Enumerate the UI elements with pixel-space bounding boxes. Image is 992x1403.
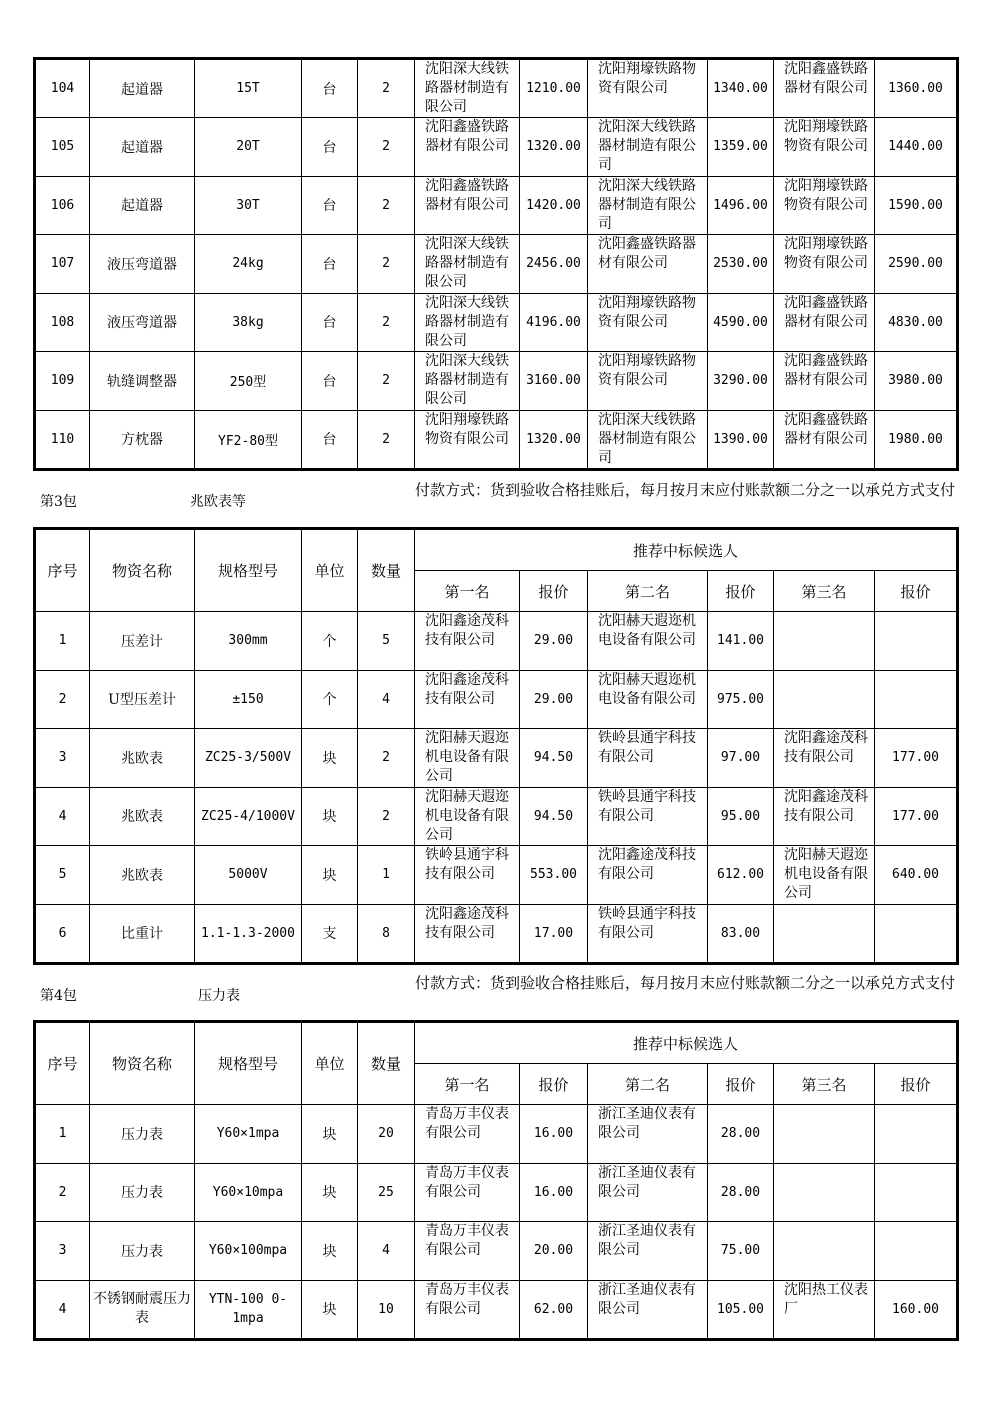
cell-unit: 台 <box>302 235 358 294</box>
cell-spec: ±150 <box>195 670 302 729</box>
cell-item-name: 兆欧表 <box>90 729 195 788</box>
cell-third-company <box>774 176 875 235</box>
table-row <box>35 118 958 177</box>
cell-first-price: 1420.00 <box>520 176 588 235</box>
cell-first-price: 29.00 <box>520 612 588 671</box>
cell-first-company-text: 沈阳鑫盛铁路器材有限公司 <box>425 119 509 155</box>
cell-first-company <box>415 904 520 963</box>
cell-third-company <box>774 235 875 294</box>
cell-third-price: 160.00 <box>875 1280 958 1339</box>
header-unit: 单位 <box>302 1022 358 1105</box>
cell-second-company <box>588 118 708 177</box>
cell-first-price: 3160.00 <box>520 352 588 411</box>
cell-second-company <box>588 729 708 788</box>
cell-second-price: 1390.00 <box>708 410 774 469</box>
cell-second-company <box>588 904 708 963</box>
cell-qty: 4 <box>358 670 415 729</box>
cell-third-company <box>774 787 875 846</box>
cell-first-company <box>415 787 520 846</box>
cell-second-company-text: 沈阳深大线铁路器材制造有限公司 <box>598 411 696 466</box>
table-row <box>35 1222 958 1281</box>
cell-second-company <box>588 235 708 294</box>
cell-spec: 24kg <box>195 235 302 294</box>
items-table-continued <box>33 57 959 471</box>
cell-first-company <box>415 1222 520 1281</box>
cell-third-price: 177.00 <box>875 787 958 846</box>
cell-unit: 台 <box>302 352 358 411</box>
cell-unit: 块 <box>302 1280 358 1339</box>
cell-first-price: 16.00 <box>520 1163 588 1222</box>
cell-third-company <box>774 846 875 905</box>
cell-spec: 5000V <box>195 846 302 905</box>
cell-item-name: 压差计 <box>90 612 195 671</box>
header-qty: 数量 <box>358 1022 415 1105</box>
cell-spec: Y60×100mpa <box>195 1222 302 1281</box>
cell-second-price: 1340.00 <box>708 59 774 118</box>
cell-seq: 5 <box>35 846 90 905</box>
cell-spec: ZC25-3/500V <box>195 729 302 788</box>
cell-second-price: 97.00 <box>708 729 774 788</box>
cell-second-company <box>588 176 708 235</box>
cell-third-price: 2590.00 <box>875 235 958 294</box>
cell-spec: 300mm <box>195 612 302 671</box>
cell-third-company <box>774 59 875 118</box>
cell-qty: 2 <box>358 235 415 294</box>
cell-first-price: 17.00 <box>520 904 588 963</box>
cell-third-company-text: 沈阳鑫途茂科技有限公司 <box>784 788 868 824</box>
cell-seq: 107 <box>35 235 90 294</box>
header-second: 第二名 <box>588 1064 708 1105</box>
cell-second-price: 975.00 <box>708 670 774 729</box>
cell-unit: 块 <box>302 729 358 788</box>
header-spec: 规格型号 <box>195 1022 302 1105</box>
cell-seq: 1 <box>35 612 90 671</box>
cell-seq: 4 <box>35 1280 90 1339</box>
cell-second-company <box>588 1280 708 1339</box>
header-price: 报价 <box>708 571 774 612</box>
cell-third-company <box>774 612 875 671</box>
cell-first-price: 62.00 <box>520 1280 588 1339</box>
cell-item-name: 起道器 <box>90 59 195 118</box>
cell-qty: 10 <box>358 1280 415 1339</box>
cell-second-company-text: 铁岭县通宇科技有限公司 <box>598 905 696 941</box>
cell-unit: 台 <box>302 59 358 118</box>
cell-third-company-text: 沈阳翔壕铁路物资有限公司 <box>784 236 868 272</box>
cell-third-price <box>875 612 958 671</box>
cell-third-price: 1980.00 <box>875 410 958 469</box>
cell-second-price: 28.00 <box>708 1105 774 1164</box>
header-price: 报价 <box>520 1064 588 1105</box>
header-price: 报价 <box>875 571 958 612</box>
cell-qty: 2 <box>358 729 415 788</box>
cell-second-company-text: 铁岭县通宇科技有限公司 <box>598 788 696 824</box>
cell-second-company <box>588 670 708 729</box>
cell-seq: 110 <box>35 410 90 469</box>
cell-seq: 106 <box>35 176 90 235</box>
cell-second-company <box>588 1222 708 1281</box>
cell-second-company <box>588 59 708 118</box>
table-row <box>35 904 958 963</box>
cell-qty: 2 <box>358 293 415 352</box>
cell-first-company <box>415 1105 520 1164</box>
cell-second-company <box>588 846 708 905</box>
cell-first-company <box>415 235 520 294</box>
cell-item-name: 起道器 <box>90 176 195 235</box>
cell-qty: 25 <box>358 1163 415 1222</box>
table-row <box>35 59 958 118</box>
cell-first-company-text: 沈阳深大线铁路器材制造有限公司 <box>425 236 509 291</box>
cell-second-price: 1359.00 <box>708 118 774 177</box>
cell-third-company-text: 沈阳翔壕铁路物资有限公司 <box>784 177 868 213</box>
cell-third-price: 1440.00 <box>875 118 958 177</box>
cell-third-company <box>774 904 875 963</box>
cell-first-price: 29.00 <box>520 670 588 729</box>
cell-seq: 1 <box>35 1105 90 1164</box>
cell-second-company-text: 浙江圣迪仪表有限公司 <box>598 1164 696 1200</box>
table-row <box>35 410 958 469</box>
cell-third-company <box>774 1280 875 1339</box>
cell-spec: 15T <box>195 59 302 118</box>
cell-unit: 块 <box>302 787 358 846</box>
cell-first-company-text: 沈阳深大线铁路器材制造有限公司 <box>425 353 509 408</box>
cell-third-price <box>875 670 958 729</box>
cell-second-company-text: 浙江圣迪仪表有限公司 <box>598 1223 696 1259</box>
cell-third-company <box>774 352 875 411</box>
header-spec: 规格型号 <box>195 529 302 612</box>
cell-third-company <box>774 729 875 788</box>
cell-seq: 105 <box>35 118 90 177</box>
header-qty: 数量 <box>358 529 415 612</box>
cell-seq: 3 <box>35 1222 90 1281</box>
cell-third-company <box>774 118 875 177</box>
cell-first-company-text: 沈阳赫天遐迩机电设备有限公司 <box>425 730 509 785</box>
table-row <box>35 235 958 294</box>
cell-first-company <box>415 176 520 235</box>
cell-first-company <box>415 612 520 671</box>
package-4-table <box>33 1020 959 1341</box>
cell-seq: 6 <box>35 904 90 963</box>
package-3-title: 兆欧表等 <box>190 494 246 510</box>
header-second: 第二名 <box>588 571 708 612</box>
cell-spec: 250型 <box>195 352 302 411</box>
cell-qty: 8 <box>358 904 415 963</box>
cell-first-company-text: 沈阳赫天遐迩机电设备有限公司 <box>425 788 509 843</box>
header-seq: 序号 <box>35 1022 90 1105</box>
cell-item-name: 兆欧表 <box>90 846 195 905</box>
header-third: 第三名 <box>774 571 875 612</box>
cell-second-company <box>588 612 708 671</box>
cell-first-company-text: 沈阳深大线铁路器材制造有限公司 <box>425 294 509 349</box>
cell-second-company <box>588 787 708 846</box>
table-row <box>35 176 958 235</box>
cell-third-company <box>774 1105 875 1164</box>
cell-qty: 20 <box>358 1105 415 1164</box>
package-3-table <box>33 527 959 965</box>
cell-first-price: 94.50 <box>520 729 588 788</box>
cell-spec: YTN-100 0-1mpa <box>195 1280 302 1339</box>
cell-second-price: 75.00 <box>708 1222 774 1281</box>
cell-spec: Y60×1mpa <box>195 1105 302 1164</box>
cell-unit: 个 <box>302 670 358 729</box>
cell-first-company-text: 铁岭县通宇科技有限公司 <box>425 847 509 883</box>
cell-unit: 块 <box>302 1163 358 1222</box>
cell-item-name: 压力表 <box>90 1105 195 1164</box>
cell-third-company-text: 沈阳翔壕铁路物资有限公司 <box>784 119 868 155</box>
cell-spec: Y60×10mpa <box>195 1163 302 1222</box>
cell-third-company-text: 沈阳鑫盛铁路器材有限公司 <box>784 61 868 96</box>
cell-first-company-text: 沈阳深大线铁路器材制造有限公司 <box>425 61 509 115</box>
cell-spec: YF2-80型 <box>195 410 302 469</box>
cell-first-company-text: 青岛万丰仪表有限公司 <box>425 1223 509 1259</box>
header-price: 报价 <box>520 571 588 612</box>
cell-second-price: 28.00 <box>708 1163 774 1222</box>
cell-second-company-text: 铁岭县通宇科技有限公司 <box>598 730 696 766</box>
cell-second-company-text: 沈阳赫天遐迩机电设备有限公司 <box>598 671 696 707</box>
package-4-title: 压力表 <box>198 988 240 1004</box>
cell-third-price <box>875 1163 958 1222</box>
table-row <box>35 352 958 411</box>
cell-item-name: 轨缝调整器 <box>90 352 195 411</box>
cell-first-company <box>415 729 520 788</box>
cell-second-company-text: 沈阳翔壕铁路物资有限公司 <box>598 353 696 389</box>
cell-second-company <box>588 410 708 469</box>
cell-unit: 台 <box>302 293 358 352</box>
cell-item-name: 压力表 <box>90 1222 195 1281</box>
package-4-payment-terms: 付款方式：货到验收合格挂账后，每月按月末应付账款额二分之一以承兑方式支付 <box>415 974 956 992</box>
header-seq: 序号 <box>35 529 90 612</box>
cell-spec: 38kg <box>195 293 302 352</box>
cell-second-price: 612.00 <box>708 846 774 905</box>
cell-first-company-text: 青岛万丰仪表有限公司 <box>425 1281 509 1317</box>
cell-unit: 块 <box>302 1222 358 1281</box>
header-third: 第三名 <box>774 1064 875 1105</box>
cell-seq: 3 <box>35 729 90 788</box>
cell-spec: 1.1-1.3-2000 <box>195 904 302 963</box>
cell-qty: 5 <box>358 612 415 671</box>
cell-first-company <box>415 1280 520 1339</box>
cell-first-company-text: 沈阳翔壕铁路物资有限公司 <box>425 411 509 447</box>
cell-first-price: 1320.00 <box>520 118 588 177</box>
table-row <box>35 846 958 905</box>
cell-spec: 30T <box>195 176 302 235</box>
cell-third-company-text: 沈阳热工仪表厂 <box>784 1281 868 1317</box>
cell-first-price: 20.00 <box>520 1222 588 1281</box>
cell-item-name: U型压差计 <box>90 670 195 729</box>
cell-second-company-text: 沈阳赫天遐迩机电设备有限公司 <box>598 613 696 649</box>
cell-third-company <box>774 1222 875 1281</box>
cell-seq: 2 <box>35 670 90 729</box>
cell-qty: 2 <box>358 410 415 469</box>
cell-second-company <box>588 1105 708 1164</box>
cell-item-name: 压力表 <box>90 1163 195 1222</box>
cell-third-company <box>774 670 875 729</box>
cell-first-company <box>415 1163 520 1222</box>
cell-spec: 20T <box>195 118 302 177</box>
cell-first-company <box>415 352 520 411</box>
cell-second-price: 1496.00 <box>708 176 774 235</box>
package-3-payment-terms: 付款方式：货到验收合格挂账后，每月按月末应付账款额二分之一以承兑方式支付 <box>415 481 956 499</box>
cell-unit: 个 <box>302 612 358 671</box>
cell-seq: 104 <box>35 59 90 118</box>
table-row <box>35 293 958 352</box>
cell-third-price: 4830.00 <box>875 293 958 352</box>
cell-qty: 4 <box>358 1222 415 1281</box>
cell-third-company-text: 沈阳鑫盛铁路器材有限公司 <box>784 294 868 330</box>
cell-first-company <box>415 846 520 905</box>
table-row <box>35 787 958 846</box>
cell-first-company <box>415 293 520 352</box>
cell-first-company <box>415 670 520 729</box>
header-name: 物资名称 <box>90 529 195 612</box>
cell-second-company <box>588 1163 708 1222</box>
cell-qty: 2 <box>358 352 415 411</box>
header-price: 报价 <box>875 1064 958 1105</box>
cell-item-name: 比重计 <box>90 904 195 963</box>
cell-qty: 2 <box>358 176 415 235</box>
cell-third-company-text: 沈阳鑫盛铁路器材有限公司 <box>784 411 868 447</box>
cell-third-price: 640.00 <box>875 846 958 905</box>
cell-second-price: 4590.00 <box>708 293 774 352</box>
cell-second-company-text: 沈阳翔壕铁路物资有限公司 <box>598 294 696 330</box>
cell-first-company-text: 青岛万丰仪表有限公司 <box>425 1164 509 1200</box>
cell-first-company <box>415 59 520 118</box>
cell-item-name: 兆欧表 <box>90 787 195 846</box>
cell-second-company-text: 沈阳鑫途茂科技有限公司 <box>598 847 696 883</box>
cell-spec: ZC25-4/1000V <box>195 787 302 846</box>
cell-first-price: 2456.00 <box>520 235 588 294</box>
cell-second-price: 83.00 <box>708 904 774 963</box>
cell-first-price: 1320.00 <box>520 410 588 469</box>
table-row <box>35 1105 958 1164</box>
cell-seq: 108 <box>35 293 90 352</box>
cell-first-company <box>415 118 520 177</box>
cell-unit: 块 <box>302 846 358 905</box>
cell-first-price: 1210.00 <box>520 59 588 118</box>
cell-third-company-text: 沈阳鑫途茂科技有限公司 <box>784 730 868 766</box>
table-row <box>35 670 958 729</box>
cell-third-price <box>875 1105 958 1164</box>
cell-third-company-text: 沈阳赫天遐迩机电设备有限公司 <box>784 847 868 902</box>
cell-seq: 2 <box>35 1163 90 1222</box>
cell-first-company-text: 沈阳鑫盛铁路器材有限公司 <box>425 177 509 213</box>
cell-unit: 支 <box>302 904 358 963</box>
cell-second-price: 95.00 <box>708 787 774 846</box>
cell-third-price: 1360.00 <box>875 59 958 118</box>
cell-second-company-text: 沈阳深大线铁路器材制造有限公司 <box>598 177 696 232</box>
header-price: 报价 <box>708 1064 774 1105</box>
cell-first-company-text: 青岛万丰仪表有限公司 <box>425 1106 509 1142</box>
header-first: 第一名 <box>415 1064 520 1105</box>
cell-first-price: 94.50 <box>520 787 588 846</box>
cell-item-name: 液压弯道器 <box>90 293 195 352</box>
cell-second-company-text: 浙江圣迪仪表有限公司 <box>598 1281 696 1317</box>
table-row <box>35 1280 958 1339</box>
cell-seq: 109 <box>35 352 90 411</box>
cell-unit: 台 <box>302 410 358 469</box>
cell-second-price: 3290.00 <box>708 352 774 411</box>
table-row <box>35 729 958 788</box>
cell-third-company-text: 沈阳鑫盛铁路器材有限公司 <box>784 353 868 389</box>
cell-qty: 2 <box>358 787 415 846</box>
cell-unit: 块 <box>302 1105 358 1164</box>
cell-unit: 台 <box>302 118 358 177</box>
cell-qty: 2 <box>358 118 415 177</box>
header-unit: 单位 <box>302 529 358 612</box>
cell-third-company <box>774 410 875 469</box>
cell-first-price: 16.00 <box>520 1105 588 1164</box>
header-recommend: 推荐中标候选人 <box>415 529 958 571</box>
cell-third-price: 3980.00 <box>875 352 958 411</box>
cell-second-company-text: 浙江圣迪仪表有限公司 <box>598 1106 696 1142</box>
cell-item-name: 液压弯道器 <box>90 235 195 294</box>
header-recommend: 推荐中标候选人 <box>415 1022 958 1064</box>
cell-third-company <box>774 293 875 352</box>
cell-second-company-text: 沈阳深大线铁路器材制造有限公司 <box>598 119 696 174</box>
cell-third-price: 177.00 <box>875 729 958 788</box>
cell-first-price: 553.00 <box>520 846 588 905</box>
table-row <box>35 1163 958 1222</box>
header-first: 第一名 <box>415 571 520 612</box>
package-3-label: 第3包 <box>40 494 77 510</box>
cell-second-price: 105.00 <box>708 1280 774 1339</box>
cell-second-price: 141.00 <box>708 612 774 671</box>
cell-second-company <box>588 293 708 352</box>
cell-first-company-text: 沈阳鑫途茂科技有限公司 <box>425 905 509 941</box>
table-row <box>35 612 958 671</box>
cell-third-price <box>875 904 958 963</box>
cell-third-company <box>774 1163 875 1222</box>
cell-second-company-text: 沈阳鑫盛铁路器材有限公司 <box>598 236 696 272</box>
cell-item-name: 不锈钢耐震压力表 <box>90 1280 195 1339</box>
cell-first-price: 4196.00 <box>520 293 588 352</box>
cell-unit: 台 <box>302 176 358 235</box>
cell-second-company-text: 沈阳翔壕铁路物资有限公司 <box>598 61 696 96</box>
cell-third-price <box>875 1222 958 1281</box>
cell-first-company-text: 沈阳鑫途茂科技有限公司 <box>425 613 509 649</box>
cell-seq: 4 <box>35 787 90 846</box>
cell-second-company <box>588 352 708 411</box>
cell-qty: 1 <box>358 846 415 905</box>
package-4-label: 第4包 <box>40 988 77 1004</box>
header-name: 物资名称 <box>90 1022 195 1105</box>
cell-third-price: 1590.00 <box>875 176 958 235</box>
cell-first-company-text: 沈阳鑫途茂科技有限公司 <box>425 671 509 707</box>
cell-item-name: 方枕器 <box>90 410 195 469</box>
cell-item-name: 起道器 <box>90 118 195 177</box>
cell-second-price: 2530.00 <box>708 235 774 294</box>
cell-first-company <box>415 410 520 469</box>
cell-qty: 2 <box>358 59 415 118</box>
